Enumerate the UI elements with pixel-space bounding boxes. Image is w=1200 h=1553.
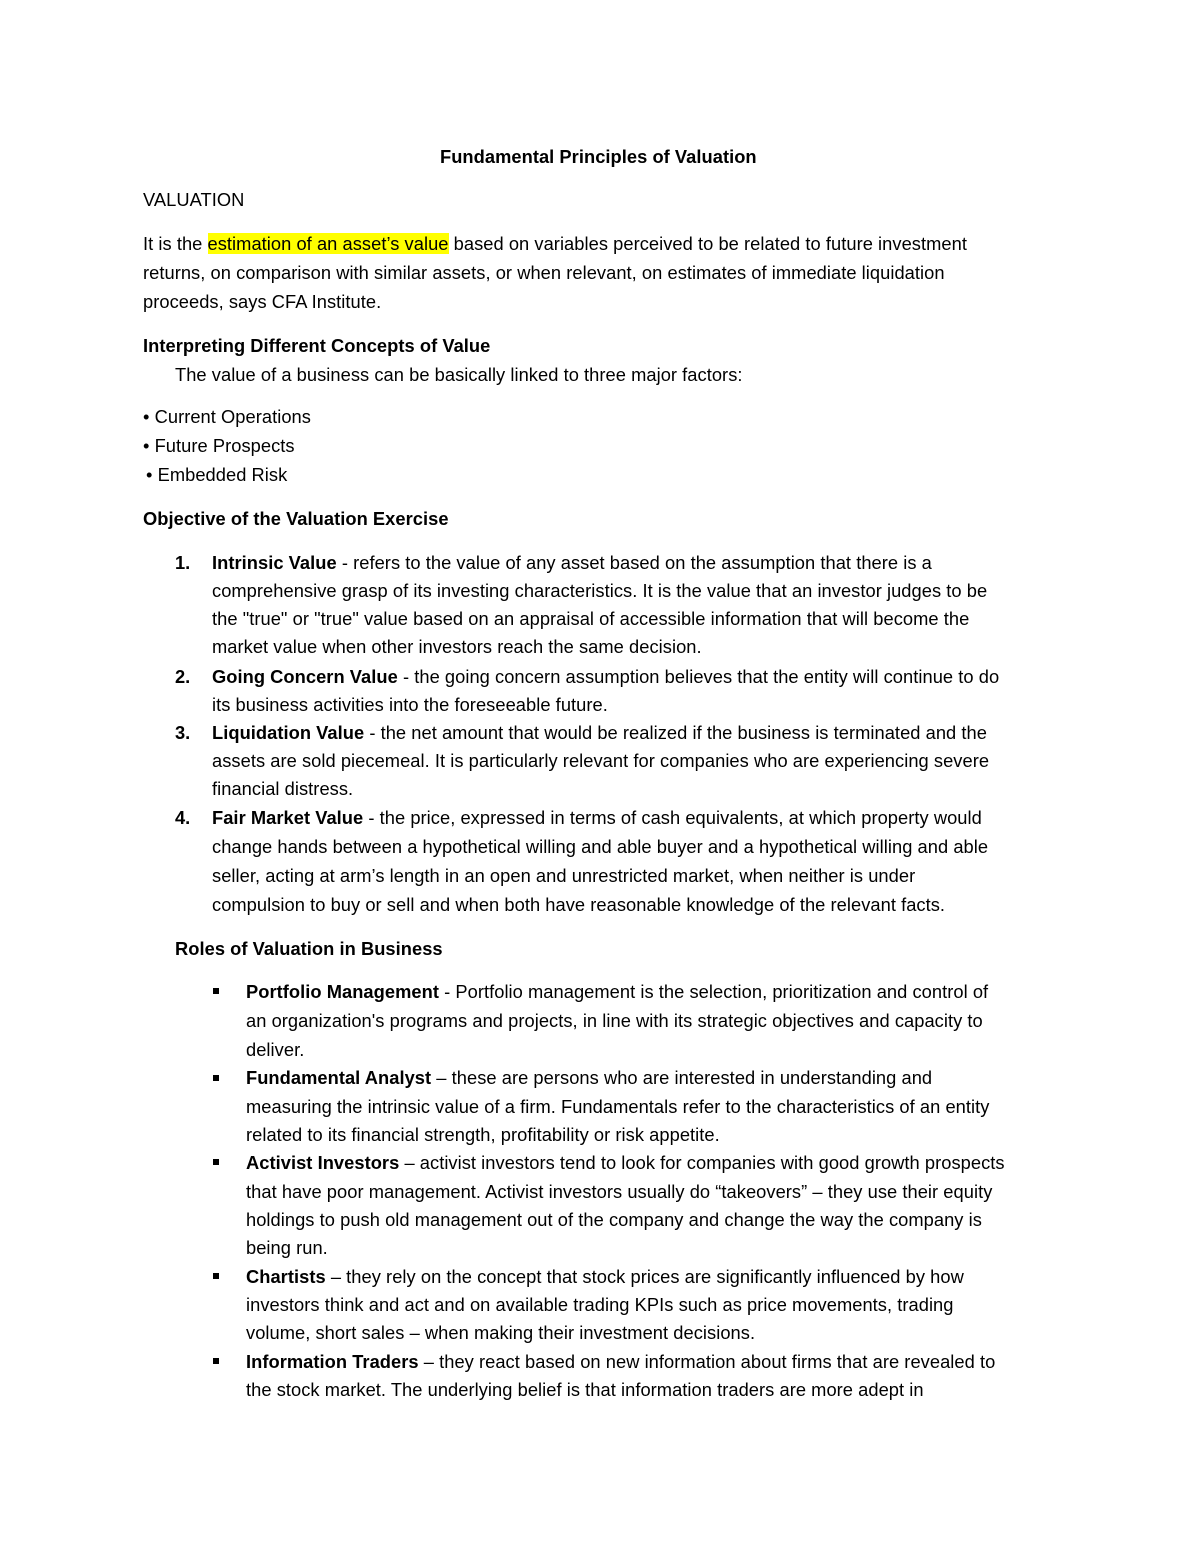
objective-term: Intrinsic Value — [212, 552, 337, 573]
square-bullet-icon — [213, 1159, 219, 1165]
objective-term: Going Concern Value — [212, 666, 398, 687]
objective-item-line — [212, 551, 932, 575]
role-item-line — [246, 980, 988, 1004]
highlighted-text: estimation of an asset’s value — [207, 233, 449, 254]
role-text: – they rely on the concept that stock prices are significantly influenced by how — [325, 1266, 964, 1287]
objective-item-line — [212, 721, 987, 745]
objective-text: - the price, expressed in terms of cash equivalents, at which property would — [363, 807, 982, 828]
concepts-heading: Interpreting Different Concepts of Value — [143, 335, 491, 356]
objective-text: - the net amount that would be realized if the business is terminated and the — [364, 722, 987, 743]
objective-item-line: seller, acting at arm’s length in an open and unrestricted market, when neither is under — [212, 865, 916, 886]
role-text: – activist investors tend to look for companies with good growth prospects — [399, 1152, 1005, 1173]
role-text: - Portfolio management is the selection, prioritization and control of — [438, 981, 989, 1002]
factor-label: Embedded Risk — [157, 464, 288, 485]
objective-item-line: comprehensive grasp of its investing characteristics. It is the value that an investor judges to be — [212, 580, 988, 601]
role-item-line — [246, 1151, 1005, 1175]
role-text: – they react based on new information about firms that are revealed to — [418, 1351, 996, 1372]
list-number: 3. — [175, 722, 191, 743]
role-item-line: being run. — [246, 1237, 328, 1258]
factor-label: Current Operations — [154, 406, 311, 427]
valuation-definition-line: proceeds, says CFA Institute. — [143, 291, 382, 312]
valuation-definition-line: returns, on comparison with similar assets, or when relevant, on estimates of immediate liquidation — [143, 262, 945, 283]
factor-list-item — [146, 463, 287, 487]
bullet-icon: • — [143, 435, 150, 456]
bullet-icon: • — [146, 464, 153, 485]
list-number: 2. — [175, 666, 191, 687]
objective-item-line: compulsion to buy or sell and when both have reasonable knowledge of the relevant facts. — [212, 894, 946, 915]
bullet-icon: • — [143, 406, 150, 427]
concepts-intro: The value of a business can be basically linked to three major factors: — [175, 364, 743, 385]
list-number: 1. — [175, 552, 191, 573]
valuation-heading: VALUATION — [143, 189, 245, 210]
square-bullet-icon — [213, 1358, 219, 1364]
role-term: Portfolio Management — [246, 981, 439, 1002]
role-item-line: volume, short sales – when making their investment decisions. — [246, 1322, 756, 1343]
role-item-line: investors think and act and on available trading KPIs such as price movements, trading — [246, 1294, 954, 1315]
objective-text: - refers to the value of any asset based on the assumption that there is a — [336, 552, 932, 573]
role-item-line: holdings to push old management out of the company and change the way the company is — [246, 1209, 982, 1230]
role-item-line: related to its financial strength, profitability or risk appetite. — [246, 1124, 720, 1145]
objective-text: - the going concern assumption believes that the entity will continue to do — [397, 666, 1000, 687]
valuation-definition-line — [143, 232, 967, 256]
objective-item-line — [212, 806, 982, 830]
role-item-line: an organization's programs and projects, in line with its strategic objectives and capacity to — [246, 1010, 983, 1031]
objective-term: Liquidation Value — [212, 722, 365, 743]
list-number: 4. — [175, 807, 191, 828]
factor-label: Future Prospects — [154, 435, 295, 456]
objective-item-line: assets are sold piecemeal. It is particularly relevant for companies who are experiencing severe — [212, 750, 990, 771]
objective-item-line: market value when other investors reach the same decision. — [212, 636, 702, 657]
objective-item-line: change hands between a hypothetical willing and able buyer and a hypothetical willing and able — [212, 836, 989, 857]
objective-item-line: the "true" or "true" value based on an appraisal of accessible information that will become the — [212, 608, 970, 629]
objective-item-line: its business activities into the foreseeable future. — [212, 694, 608, 715]
objective-heading: Objective of the Valuation Exercise — [143, 508, 449, 529]
role-item-line: that have poor management. Activist investors usually do “takeovers” – they use their equity — [246, 1181, 993, 1202]
text-span: based on variables perceived to be related to future investment — [448, 233, 967, 254]
square-bullet-icon — [213, 1273, 219, 1279]
role-item-line: deliver. — [246, 1039, 305, 1060]
square-bullet-icon — [213, 1075, 219, 1081]
text-span: It is the — [143, 233, 208, 254]
factor-list-item — [143, 405, 311, 429]
factor-list-item — [143, 434, 295, 458]
role-item-line — [246, 1350, 995, 1374]
role-term: Fundamental Analyst — [246, 1067, 432, 1088]
role-term: Information Traders — [246, 1351, 419, 1372]
role-term: Activist Investors — [246, 1152, 400, 1173]
role-item-line — [246, 1265, 964, 1289]
role-item-line: measuring the intrinsic value of a firm. Fundamentals refer to the characteristics of an entity — [246, 1096, 990, 1117]
objective-item-line — [212, 665, 999, 689]
objective-term: Fair Market Value — [212, 807, 364, 828]
role-item-line — [246, 1066, 932, 1090]
objective-item-line: financial distress. — [212, 778, 354, 799]
role-term: Chartists — [246, 1266, 326, 1287]
roles-heading: Roles of Valuation in Business — [175, 938, 443, 959]
role-text: – these are persons who are interested in understanding and — [431, 1067, 933, 1088]
square-bullet-icon — [213, 988, 219, 994]
page-title: Fundamental Principles of Valuation — [440, 146, 757, 167]
role-item-line: the stock market. The underlying belief is that information traders are more adept in — [246, 1379, 924, 1400]
